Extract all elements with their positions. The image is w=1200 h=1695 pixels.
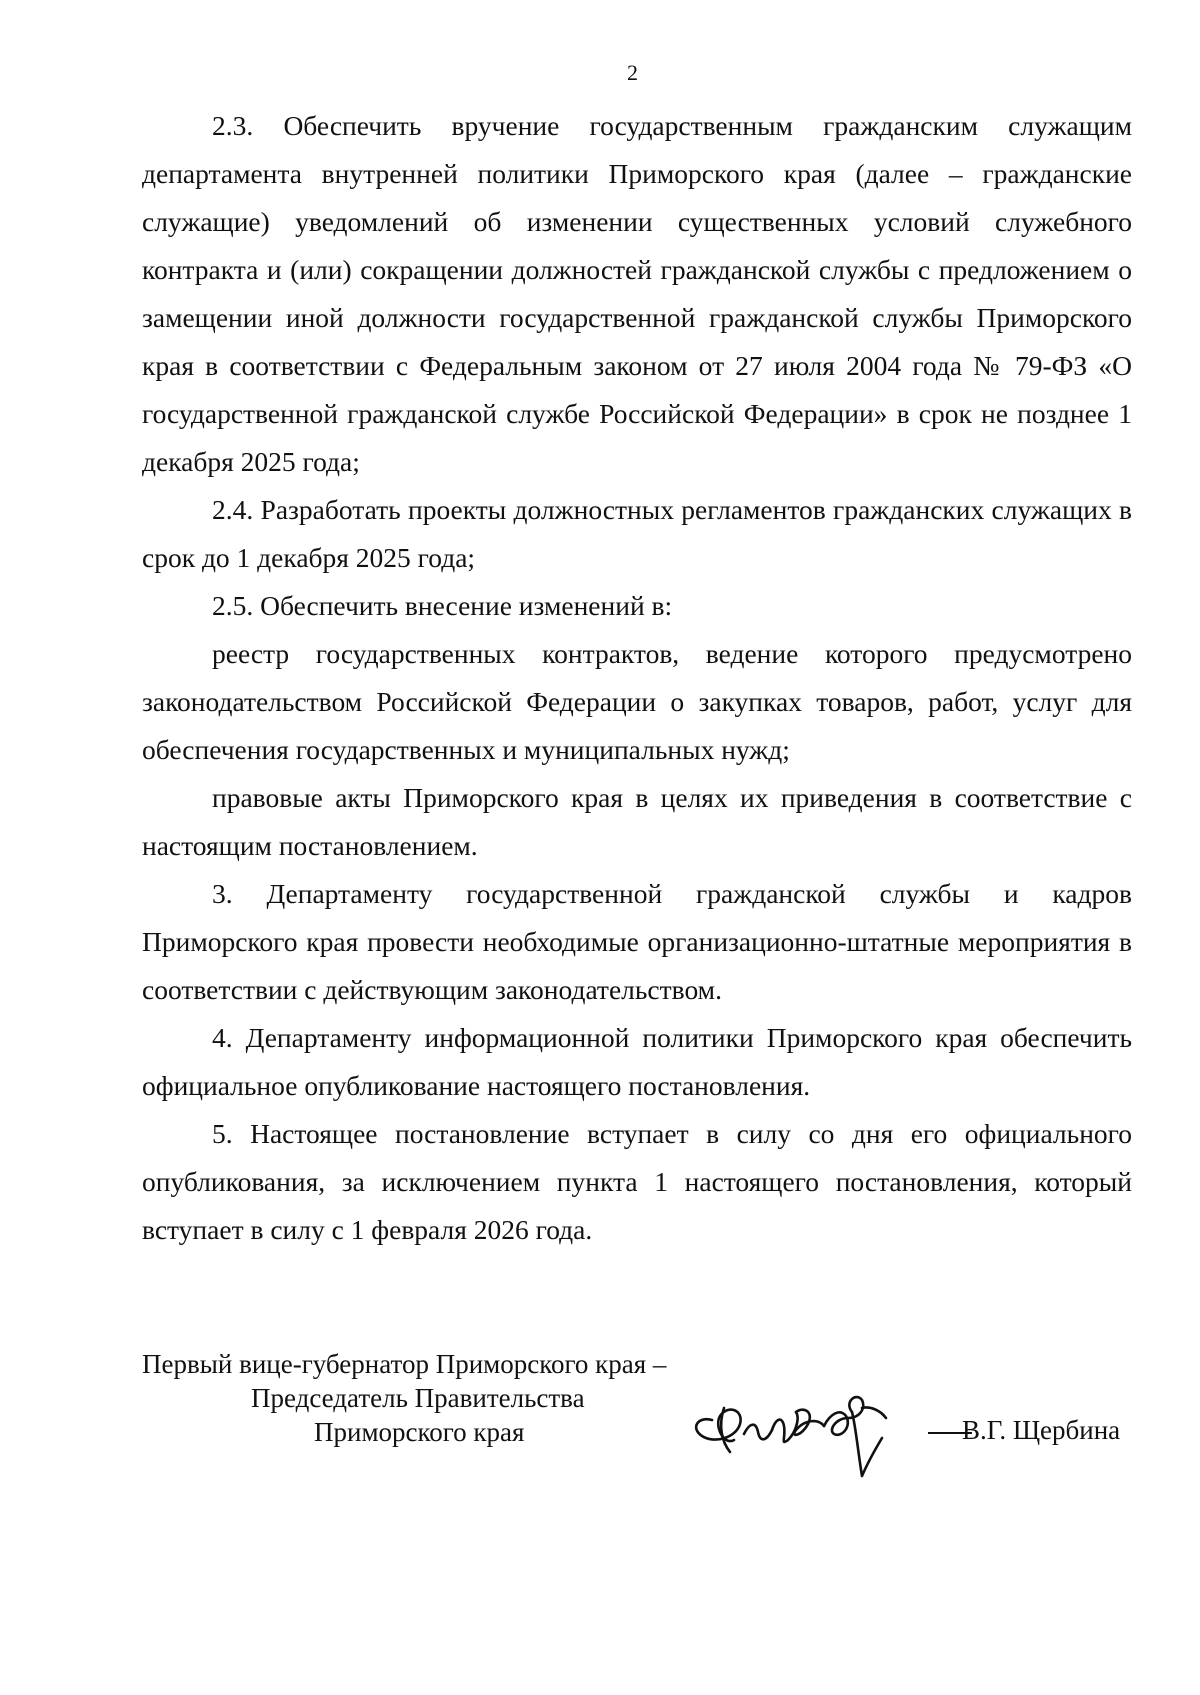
paragraph-legal-acts: правовые акты Приморского края в целях их приведения в соответствие с настоящим постановлением. — [142, 782, 1132, 861]
paragraph-5: 5. Настоящее постановление вступает в силу со дня его официального опубликования, за исключением пункта 1 настоящего постановления, который вступает в силу с 1 февраля 2026 года. — [142, 1118, 1132, 1245]
signer-position-line-1: Первый вице-губернатор Приморского края – — [142, 1349, 667, 1379]
paragraph-4: 4. Департаменту информационной политики Приморского края обеспечить официальное опубликование настоящего постановления. — [142, 1022, 1132, 1101]
signature-block — [142, 1348, 1142, 1498]
paragraph-3: 3. Департаменту государственной гражданской службы и кадров Приморского края провести необходимые организационно-штатные мероприятия в соответствии с действующим законодательством. — [142, 878, 1132, 1005]
signer-position-line-2: Председатель Правительства — [251, 1383, 585, 1413]
paragraph-contracts-registry: реестр государственных контрактов, ведение которого предусмотрено законодательством Российской Федерации о закупках товаров, работ, услуг для обеспечения государственных и муниципальных нужд; — [142, 638, 1132, 765]
signer-position-line-3: Приморского края — [314, 1417, 525, 1447]
signer-name: В.Г. Щербина — [962, 1415, 1121, 1445]
page-number: 2 — [627, 60, 638, 85]
paragraph-2-4: 2.4. Разработать проекты должностных регламентов гражданских служащих в срок до 1 декабря 2025 года; — [142, 494, 1132, 573]
paragraph-2-5: 2.5. Обеспечить внесение изменений в: — [212, 590, 673, 621]
handwritten-signature — [684, 1368, 924, 1488]
paragraph-2-3: 2.3. Обеспечить вручение государственным гражданским служащим департамента внутренней политики Приморского края (далее – гражданские служащие) уведомлений об изменении существенных условий служебного контракта и (или) сокращении должностей гражданской службы с предложением о замещении иной должности государственной гражданской службы Приморского края в соответствии с Федеральным законом от 27 июля 2004 года № 79-ФЗ «О государственной гражданской службе Российской Федерации» в срок не позднее 1 декабря 2025 года; — [142, 110, 1132, 477]
document-body — [142, 102, 1132, 1254]
